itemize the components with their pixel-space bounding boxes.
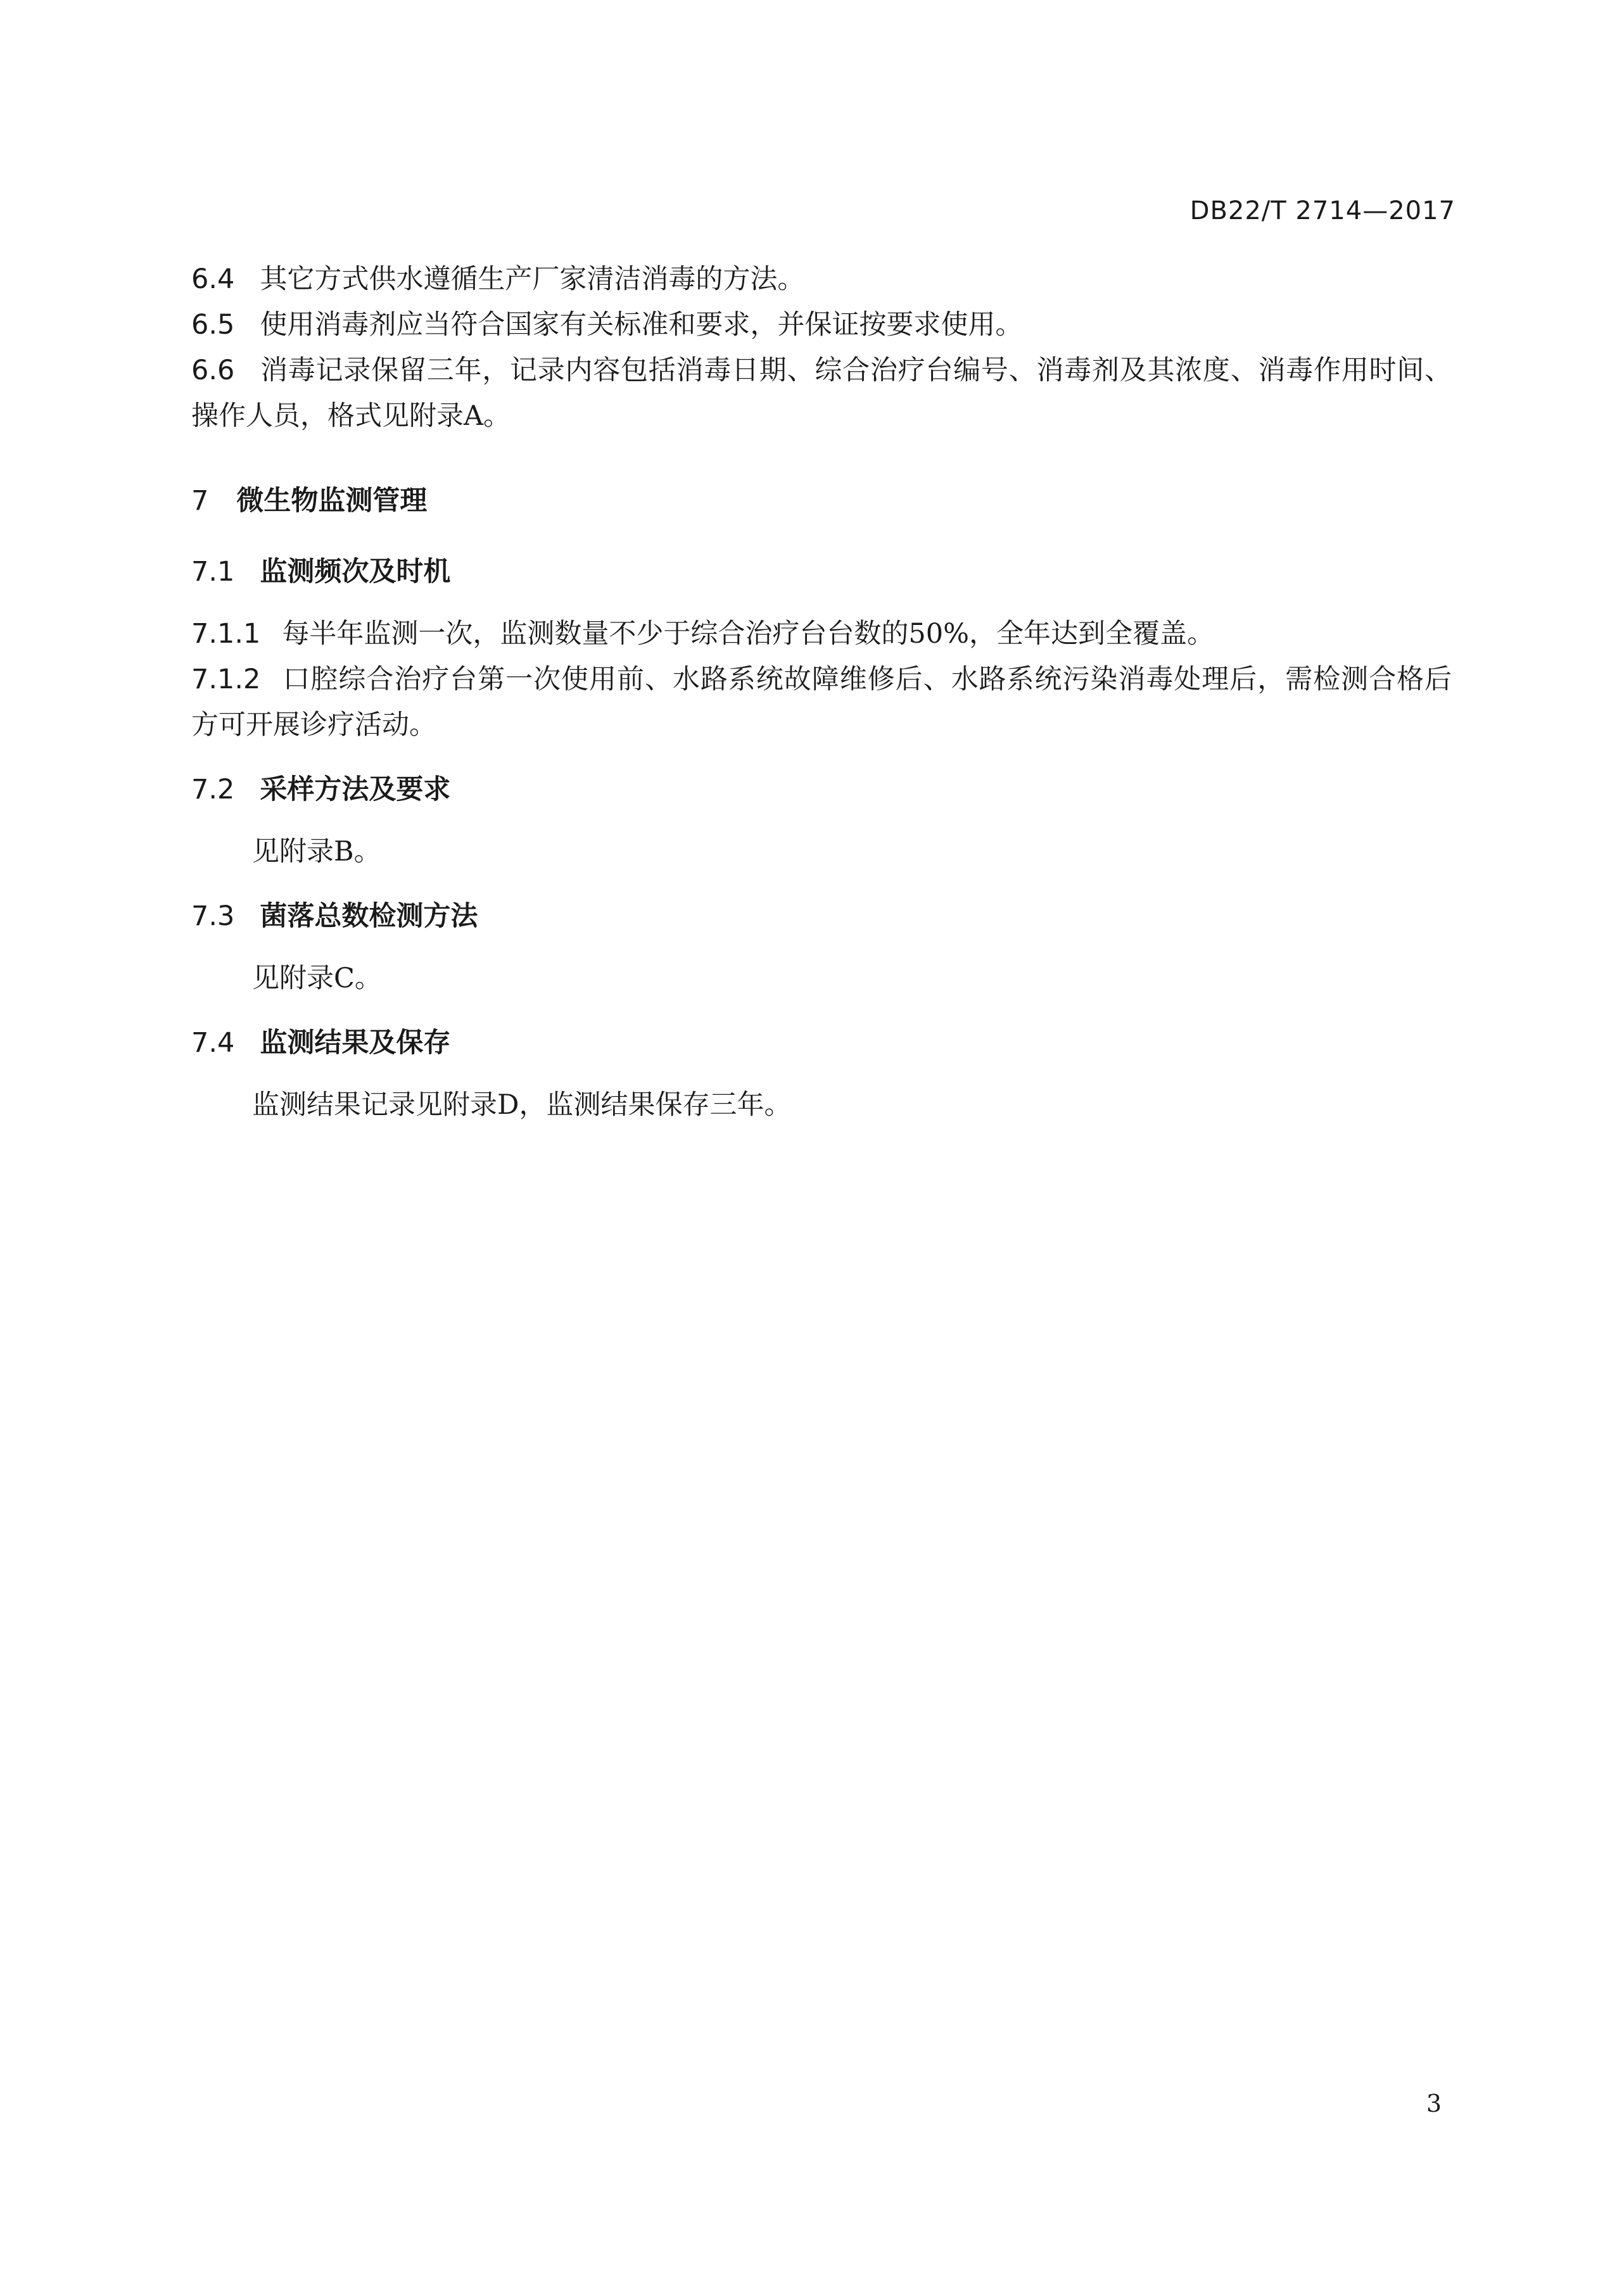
clause-number: 7.1.1 bbox=[191, 618, 261, 650]
clause-7-1-2 bbox=[191, 657, 1452, 748]
page-number: 3 bbox=[1426, 2090, 1442, 2117]
clause-6-4 bbox=[191, 256, 1452, 302]
clause-text: 消毒记录保留三年，记录内容包括消毒日期、综合治疗台编号、消毒剂及其浓度、消毒作用时间、操作人员，格式见附录A。 bbox=[191, 355, 1452, 432]
section-7-2-heading bbox=[191, 767, 1452, 812]
clause-text: 使用消毒剂应当符合国家有关标准和要求，并保证按要求使用。 bbox=[260, 309, 1023, 341]
clause-6-6 bbox=[191, 348, 1452, 439]
section-7-4-heading bbox=[191, 1020, 1452, 1066]
section-title: 监测频次及时机 bbox=[260, 556, 451, 588]
section-number: 7.1 bbox=[191, 556, 235, 588]
clause-text: 每半年监测一次，监测数量不少于综合治疗台台数的50%，全年达到全覆盖。 bbox=[282, 618, 1214, 650]
clause-7-2-text: 见附录B。 bbox=[252, 836, 381, 867]
section-number: 7.2 bbox=[191, 774, 235, 805]
section-7-3-heading bbox=[191, 893, 1452, 939]
chapter-7-heading bbox=[191, 478, 1452, 524]
clause-7-1-1 bbox=[191, 611, 1452, 657]
clause-7-4-text: 监测结果记录见附录D，监测结果保存三年。 bbox=[252, 1089, 792, 1121]
clause-text: 口腔综合治疗台第一次使用前、水路系统故障维修后、水路系统污染消毒处理后，需检测合格后方可开展诊疗活动。 bbox=[191, 664, 1452, 741]
standard-code: DB22/T 2714—2017 bbox=[1189, 196, 1456, 225]
section-title: 菌落总数检测方法 bbox=[260, 900, 478, 932]
chapter-number: 7 bbox=[191, 485, 209, 517]
section-7-1-heading bbox=[191, 549, 1452, 595]
section-title: 监测结果及保存 bbox=[260, 1027, 451, 1059]
chapter-title: 微生物监测管理 bbox=[236, 485, 428, 517]
section-number: 7.3 bbox=[191, 900, 235, 932]
section-title: 采样方法及要求 bbox=[260, 774, 451, 805]
clause-number: 6.4 bbox=[191, 263, 235, 295]
document-body bbox=[191, 256, 1452, 1128]
clause-number: 6.5 bbox=[191, 309, 235, 341]
section-number: 7.4 bbox=[191, 1027, 235, 1059]
clause-number: 6.6 bbox=[191, 355, 235, 386]
clause-6-5 bbox=[191, 302, 1452, 348]
clause-7-3-text: 见附录C。 bbox=[252, 962, 382, 994]
clause-text: 其它方式供水遵循生产厂家清洁消毒的方法。 bbox=[260, 263, 805, 295]
clause-number: 7.1.2 bbox=[191, 664, 261, 695]
